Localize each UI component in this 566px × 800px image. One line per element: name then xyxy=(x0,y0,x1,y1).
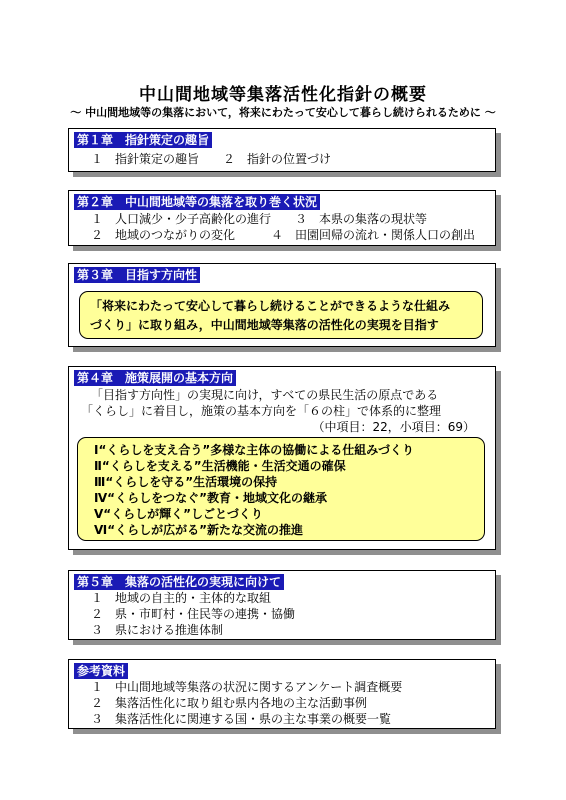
reference-box xyxy=(68,659,496,729)
reference-label: 参考資料 xyxy=(74,663,128,679)
chapter-5-item: ３ 県における推進体制 xyxy=(91,623,224,637)
chapter-2-item: １ 人口減少・少子高齢化の進行 ３ 本県の集落の現状等 xyxy=(91,212,428,226)
chapter-3-box xyxy=(68,263,496,347)
goal-line: づくり」に取り組み，中山間地域等集落の活性化の実現を目指す xyxy=(90,318,439,332)
chapter-1-label: 第１章 指針策定の趣旨 xyxy=(74,132,212,148)
chapter-5-label: 第５章 集落の活性化の実現に向けて xyxy=(74,574,284,590)
pillar-item: Ⅰ“くらしを支え合う”多様な主体の協働による仕組みづくり xyxy=(94,443,415,457)
pillar-item: Ⅳ“くらしをつなぐ”教育・地域文化の継承 xyxy=(94,491,327,505)
document-subtitle: ～ 中山間地域等の集落において，将来にわたって安心して暮らし続けられるために ～ xyxy=(70,106,496,119)
goal-statement xyxy=(90,297,450,335)
reference-item: １ 中山間地域等集落の状況に関するアンケート調査概要 xyxy=(91,680,403,694)
reference-item: ２ 集落活性化に取り組む県内各地の主な活動事例 xyxy=(91,696,368,710)
chapter-5-item: １ 地域の自主的・主体的な取組 xyxy=(91,591,272,605)
goal-highlight-box xyxy=(79,291,483,339)
pillar-item: Ⅵ“くらしが広がる”新たな交流の推進 xyxy=(94,523,303,537)
chapter-4-box xyxy=(68,366,496,550)
chapter-3-label: 第３章 目指す方向性 xyxy=(74,267,200,283)
chapter-1-box xyxy=(68,128,496,172)
pillar-item: Ⅱ“くらしを支える”生活機能・生活交通の確保 xyxy=(94,459,346,473)
chapter-2-box xyxy=(68,190,496,246)
chapter-5-item: ２ 県・市町村・住民等の連携・協働 xyxy=(91,607,296,621)
chapter-5-box xyxy=(68,570,496,640)
chapter-2-label: 第２章 中山間地域等の集落を取り巻く状況 xyxy=(74,194,320,210)
pillar-item: Ⅴ“くらしが輝く”しごとづくり xyxy=(94,507,263,521)
reference-item: ３ 集落活性化に関連する国・県の主な事業の概要一覧 xyxy=(91,712,392,726)
chapter-2-item: ２ 地域のつながりの変化 ４ 田園回帰の流れ・関係人口の創出 xyxy=(91,228,476,242)
chapter-1-item: １ 指針策定の趣旨 ２ 指針の位置づけ xyxy=(91,152,332,166)
chapter-4-intro-line: 「目指す方向性」の実現に向け，すべての県民生活の原点である xyxy=(91,388,439,402)
chapter-4-intro-note: （中項目：22，小項目：69） xyxy=(312,420,475,434)
goal-line: 「将来にわたって安心して暮らし続けることができるような仕組み xyxy=(90,299,451,313)
chapter-4-intro-line: 「くらし」に着目し，施策の基本方向を「６の柱」で体系的に整理 xyxy=(81,404,442,418)
document-title: 中山間地域等集落活性化指針の概要 xyxy=(139,85,427,105)
chapter-4-label: 第４章 施策展開の基本方向 xyxy=(74,370,236,386)
pillars-highlight-box xyxy=(77,437,485,541)
pillar-item: Ⅲ“くらしを守る”生活環境の保持 xyxy=(94,475,278,489)
